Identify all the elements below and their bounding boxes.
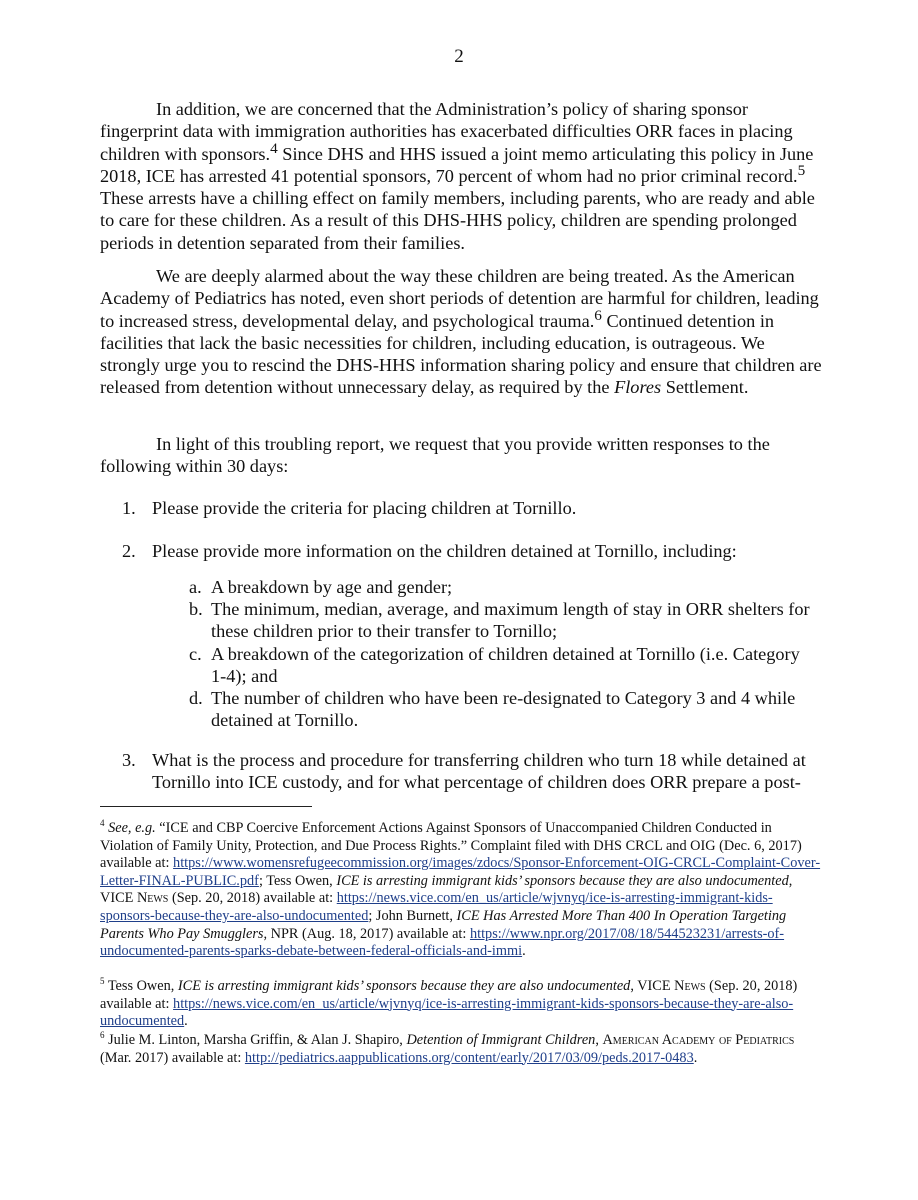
footnote-text: Julie M. Linton, Marsha Griffin, & Alan J. Shapiro, [104, 1032, 407, 1048]
publication-name: News [136, 890, 169, 907]
sublist-item [189, 687, 819, 732]
paragraph-text: In light of this troubling report, we request that you provide written responses to the following within 30 days: [100, 434, 770, 477]
publication-name: News [674, 978, 706, 994]
sublist-text: The minimum, median, average, and maximum length of stay in ORR shelters for these children prior to their transfer to Tornillo; [211, 599, 810, 642]
sublist-text: The number of children who have been re-designated to Category 3 and 4 while detained at Tornillo. [211, 688, 796, 731]
paragraph-text: Settlement. [661, 377, 749, 398]
paragraph-text: Continued detention in facilities that lack the basic necessities for children, including education, is outrageous. We strongly urge you to rescind the DHS-HHS information sharing policy and ensure that children are released from detention without unnecessary delay, as required by the [100, 310, 822, 398]
case-name: Flores [614, 377, 662, 398]
sublist-letter: b. [189, 599, 203, 619]
paragraph-text: These arrests have a chilling effect on family members, including parents, who are ready and able to care for these children. As a result of this DHS-HHS policy, children are spending prolonged periods in detention separated from their families. [100, 188, 815, 253]
footnote-number: 5 [100, 976, 105, 987]
footnote-text: (Mar. 2017) available at: [100, 1049, 245, 1066]
footnote-text: (Sep. 20, 2018) available at: [100, 978, 798, 1012]
footnote-number: 6 [100, 1030, 105, 1041]
paragraph-alarm [100, 265, 824, 399]
footnote-link[interactable]: https://news.vice.com/en_us/article/wjvnyq/ice-is-arresting-immigrant-kids-sponsors-because-they-are-also-undocumented [100, 995, 794, 1030]
footnote-ref[interactable]: 4 [270, 139, 278, 157]
article-title: ICE is arresting immigrant kids’ sponsors because they are also undocumented [336, 872, 789, 889]
paragraph-text: Since DHS and HHS issued a joint memo articulating this policy in June 2018, ICE has arrested 41 potential sponsors, 70 percent of whom had no prior criminal record. [100, 143, 814, 186]
publication-name: American Academy of Pediatrics [602, 1032, 795, 1048]
footnote-text: , VICE [100, 872, 793, 907]
footnote-4 [100, 820, 824, 961]
footnote-text: Tess Owen, [104, 978, 178, 994]
article-title: ICE Has Arrested More Than 400 In Operation Targeting Parents Who Pay Smugglers [100, 907, 787, 942]
sublist-item [189, 598, 819, 643]
list-number: 3. [122, 750, 136, 770]
page-number: 2 [454, 46, 464, 67]
signal: See, e.g. [108, 820, 156, 836]
list-number: 2. [122, 541, 136, 561]
sublist-item [189, 643, 819, 688]
list-item [122, 540, 822, 562]
footnote-text: . [184, 1013, 188, 1030]
footnote-text: , [595, 1032, 603, 1048]
footnote-separator [100, 806, 312, 807]
list-item [122, 497, 822, 519]
article-title: Detention of Immigrant Children [406, 1032, 596, 1048]
footnote-text: ; Tess Owen, [258, 872, 337, 889]
footnote-text: (Sep. 20, 2018) available at: [168, 890, 337, 907]
sublist-letter: d. [189, 688, 203, 708]
footnote-text: ; John Burnett, [368, 907, 457, 924]
footnote-link[interactable]: https://news.vice.com/en_us/article/wjvnyq/ice-is-arresting-immigrant-kids-sponsors-because-they-are-also-undocumented [100, 890, 773, 924]
list-text: What is the process and procedure for transferring children who turn 18 while detained at Tornillo into ICE custody, and for what percentage of children does ORR prepare a post- [152, 750, 806, 793]
footnote-5 [100, 978, 824, 1031]
sublist-text: A breakdown by age and gender; [211, 577, 453, 597]
footnote-text: . [693, 1049, 698, 1066]
list-number: 1. [122, 498, 136, 518]
paragraph-text: We are deeply alarmed about the way these children are being treated. As the American Academy of Pediatrics has noted, even short periods of detention are harmful for children, leading to increased stress, developmental delay, and psychological trauma. [100, 266, 819, 331]
sublist-letter: c. [189, 644, 202, 664]
paragraph-sponsor-policy [100, 98, 824, 254]
footnote-text: . [522, 943, 526, 960]
sublist-item [189, 576, 819, 598]
sublist-text: A breakdown of the categorization of children detained at Tornillo (i.e. Category 1-4); and [211, 644, 800, 687]
paragraph-request [100, 433, 824, 478]
list-item [122, 749, 822, 794]
footnote-text: , VICE [630, 978, 675, 994]
footnote-text: “ICE and CBP Coercive Enforcement Actions Against Sponsors of Unaccompanied Children Conducted in Violation of Family Unity, Protection, and Due Process Rights.” Complaint filed with DHS CRCL and OIG (Dec. 6, 2017) available at: [100, 820, 802, 872]
paragraph-text: In addition, we are concerned that the Administration’s policy of sharing sponsor fingerprint data with immigration authorities has exacerbated difficulties ORR faces in placing children with sponsors. [100, 99, 793, 164]
footnote-text: , NPR (Aug. 18, 2017) available at: [263, 925, 470, 942]
sublist-letter: a. [189, 577, 202, 597]
footnote-link[interactable]: http://pediatrics.aappublications.org/content/early/2017/03/09/peds.2017-0483 [244, 1049, 694, 1066]
footnote-ref[interactable]: 5 [797, 161, 806, 179]
footnote-ref[interactable]: 6 [594, 306, 602, 324]
list-text: Please provide more information on the children detained at Tornillo, including: [152, 541, 737, 561]
list-text: Please provide the criteria for placing children at Tornillo. [152, 498, 577, 518]
footnote-6 [100, 1032, 824, 1067]
article-title: ICE is arresting immigrant kids’ sponsors because they are also undocumented [177, 978, 631, 994]
footnote-link[interactable]: https://www.womensrefugeecommission.org/images/zdocs/Sponsor-Enforcement-OIG-CRCL-Complaint-Cover-Letter-FINAL-PUBLIC.pdf [100, 855, 821, 889]
footnote-number: 4 [100, 818, 105, 829]
footnote-link[interactable]: https://www.npr.org/2017/08/18/544523231/arrests-of-undocumented-parents-sparks-debate-between-federal-officials-and-immi [100, 925, 785, 960]
